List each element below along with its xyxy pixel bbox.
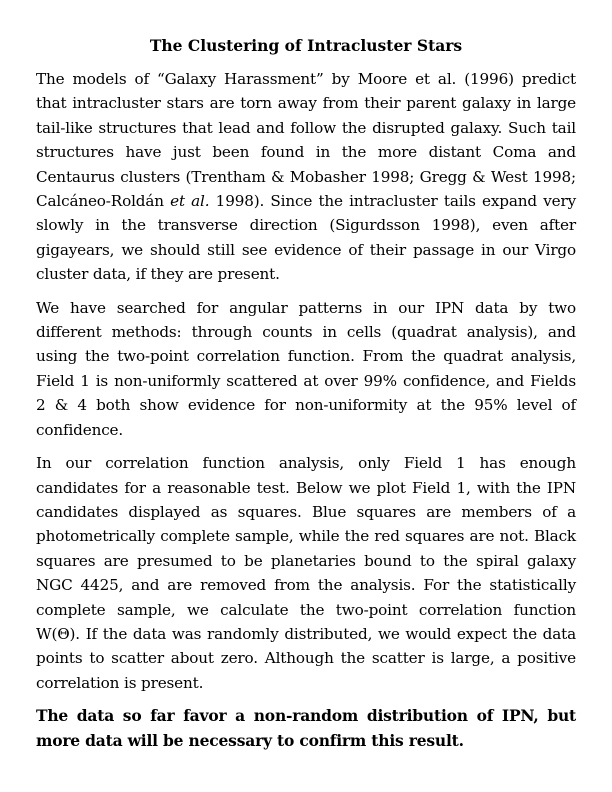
- paragraph-angular-patterns: We have searched for angular patterns in our IPN data by two different methods: through counts in cells (quadrat analysis), and using the two-point correlation function. From the quadrat analysis, Field 1 is non-uniformly scattered at over 99% confidence, and Fields 2 & 4 both show evidence for non-uniformity at the 95% level of confidence.: [36, 298, 576, 439]
- et-al-italic: et al.: [170, 192, 210, 211]
- paragraph-correlation-analysis: In our correlation function analysis, only Field 1 has enough candidates for a reasonable test. Below we plot Field 1, with the IPN candidates displayed as squares. Blue squares are members of a photometrically complete sample, while the red squares are not. Black squares are presumed to be planetaries bound to the spiral galaxy NGC 4425, and are removed from the analysis. For the statistically complete sample, we calculate the two-point correlation function W(Θ). If the data was randomly distributed, we would expect the data points to scatter about zero. Although the scatter is large, a positive correlation is present.: [36, 454, 576, 692]
- document-title: The Clustering of Intracluster Stars: [149, 36, 463, 55]
- paragraph-1-text-b: 1998). Since the intracluster tails expand very slowly in the transverse direction (Sigurdsson 1998), even after gigayears, we should still see evidence of their passage in our Virgo cluster data, if they are present.: [36, 192, 577, 284]
- paragraph-galaxy-harassment: [36, 67, 576, 287]
- document-page: [36, 36, 576, 753]
- conclusion-statement: The data so far favor a non-random distribution of IPN, but more data will be necessary to confirm this result.: [36, 706, 576, 750]
- paragraph-1-text-a: The models of “Galaxy Harassment” by Moore et al. (1996) predict that intracluster stars are torn away from their parent galaxy in large tail-like structures that lead and follow the disrupted galaxy. Such tail structures have just been found in the more distant Coma and Centaurus clusters (Trentham & Mobasher 1998; Gregg & West 1998; Calcáneo-Roldán: [36, 70, 576, 211]
